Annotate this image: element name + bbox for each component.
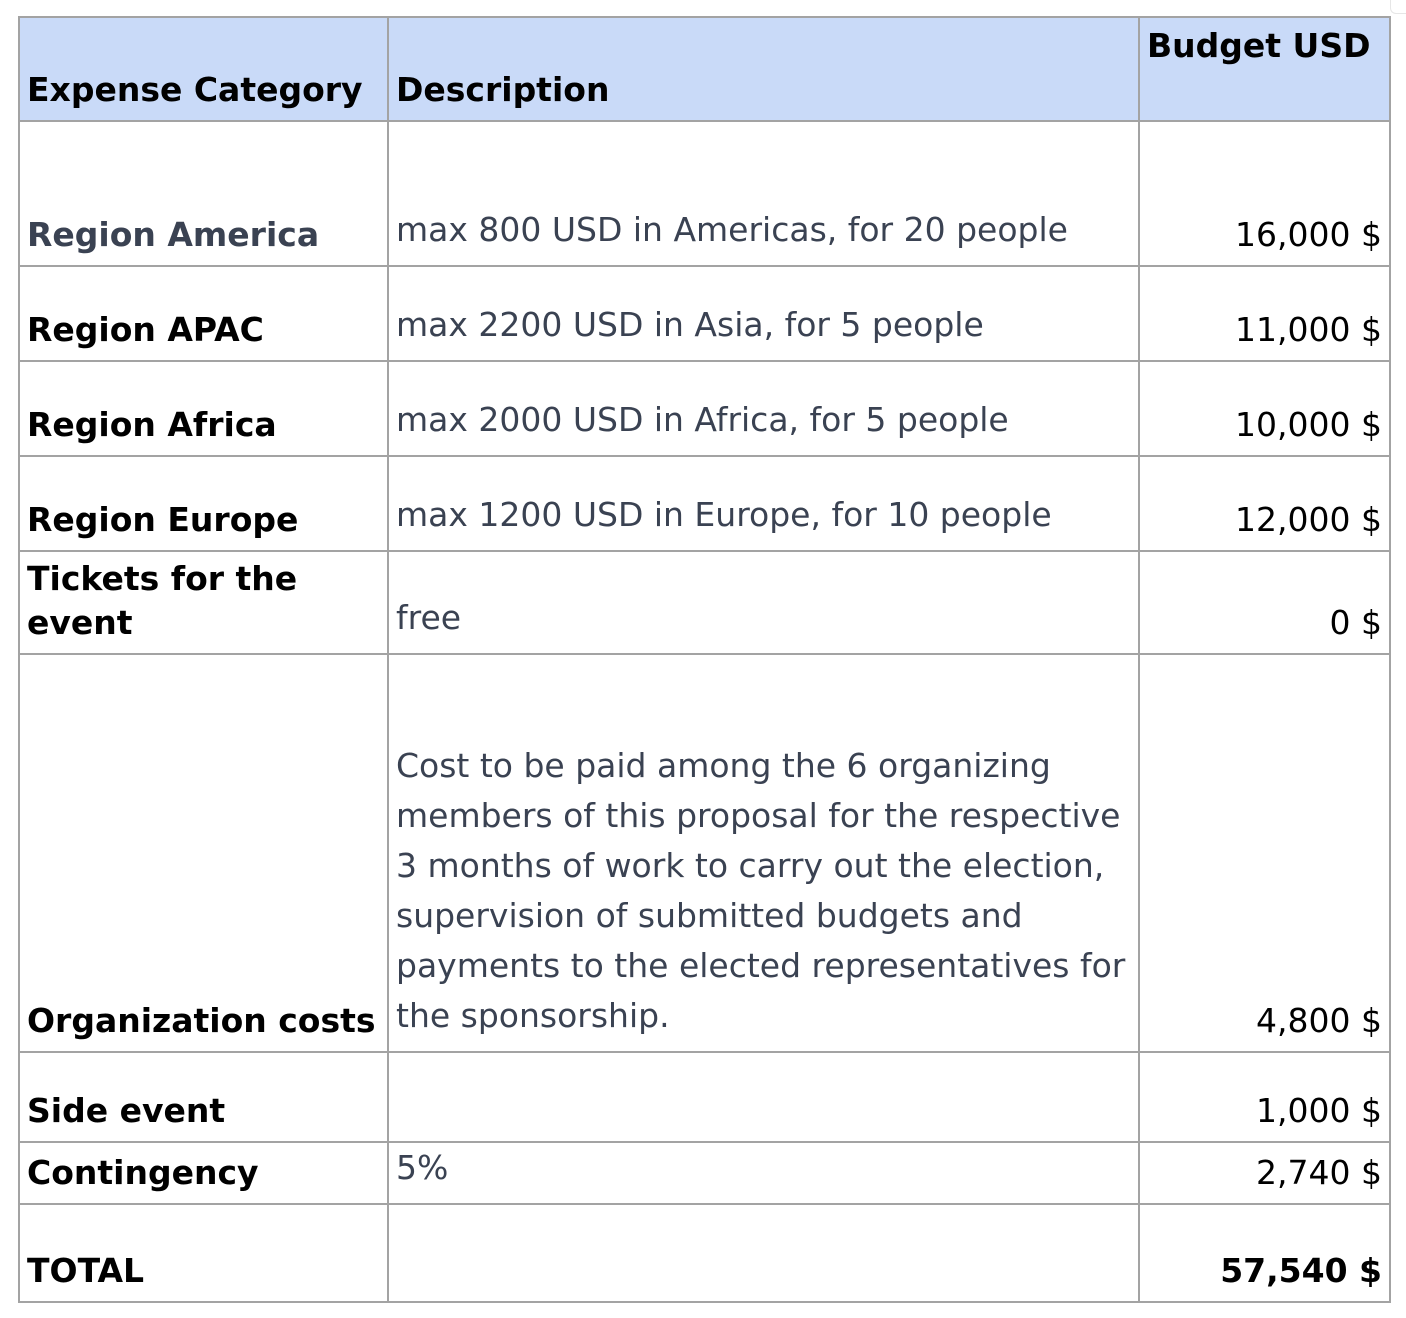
row-budget[interactable]: 2,740 $ [1139, 1142, 1390, 1204]
row-budget[interactable]: 1,000 $ [1139, 1052, 1390, 1142]
row-description[interactable]: max 1200 USD in Europe, for 10 people [388, 456, 1139, 551]
total-label[interactable]: TOTAL [19, 1204, 388, 1302]
header-row [19, 17, 1390, 121]
header-description[interactable]: Description [388, 17, 1139, 121]
table-row [19, 456, 1390, 551]
row-budget[interactable]: 10,000 $ [1139, 361, 1390, 456]
table-row [19, 266, 1390, 361]
total-description[interactable] [388, 1204, 1139, 1302]
row-budget[interactable]: 0 $ [1139, 551, 1390, 654]
row-category[interactable]: Side event [19, 1052, 388, 1142]
table-row [19, 1052, 1390, 1142]
row-category[interactable]: Organization costs [19, 654, 388, 1052]
row-description[interactable]: 5% [388, 1142, 1139, 1204]
row-description[interactable]: max 2200 USD in Asia, for 5 people [388, 266, 1139, 361]
budget-table [18, 16, 1391, 1303]
row-category[interactable]: Contingency [19, 1142, 388, 1204]
table-row [19, 551, 1390, 654]
row-description[interactable]: free [388, 551, 1139, 654]
row-budget[interactable]: 11,000 $ [1139, 266, 1390, 361]
header-budget-usd[interactable]: Budget USD [1139, 17, 1390, 121]
row-description[interactable] [388, 1052, 1139, 1142]
window-corner-mark [1390, 0, 1406, 14]
total-row [19, 1204, 1390, 1302]
table-row [19, 361, 1390, 456]
table-row [19, 1142, 1390, 1204]
table-row [19, 654, 1390, 1052]
header-expense-category[interactable]: Expense Category [19, 17, 388, 121]
row-category[interactable]: Tickets for the event [19, 551, 388, 654]
row-description[interactable]: Cost to be paid among the 6 organizing members of this proposal for the respective 3 months of work to carry out the election, supervision of submitted budgets and payments to the elected representatives for the sponsorship. [388, 654, 1139, 1052]
row-description[interactable]: max 2000 USD in Africa, for 5 people [388, 361, 1139, 456]
row-category[interactable]: Region America [19, 121, 388, 266]
row-category[interactable]: Region Africa [19, 361, 388, 456]
total-amount[interactable]: 57,540 $ [1139, 1204, 1390, 1302]
row-budget[interactable]: 12,000 $ [1139, 456, 1390, 551]
row-category[interactable]: Region Europe [19, 456, 388, 551]
row-budget[interactable]: 16,000 $ [1139, 121, 1390, 266]
row-budget[interactable]: 4,800 $ [1139, 654, 1390, 1052]
table-row [19, 121, 1390, 266]
row-category[interactable]: Region APAC [19, 266, 388, 361]
row-description[interactable]: max 800 USD in Americas, for 20 people [388, 121, 1139, 266]
